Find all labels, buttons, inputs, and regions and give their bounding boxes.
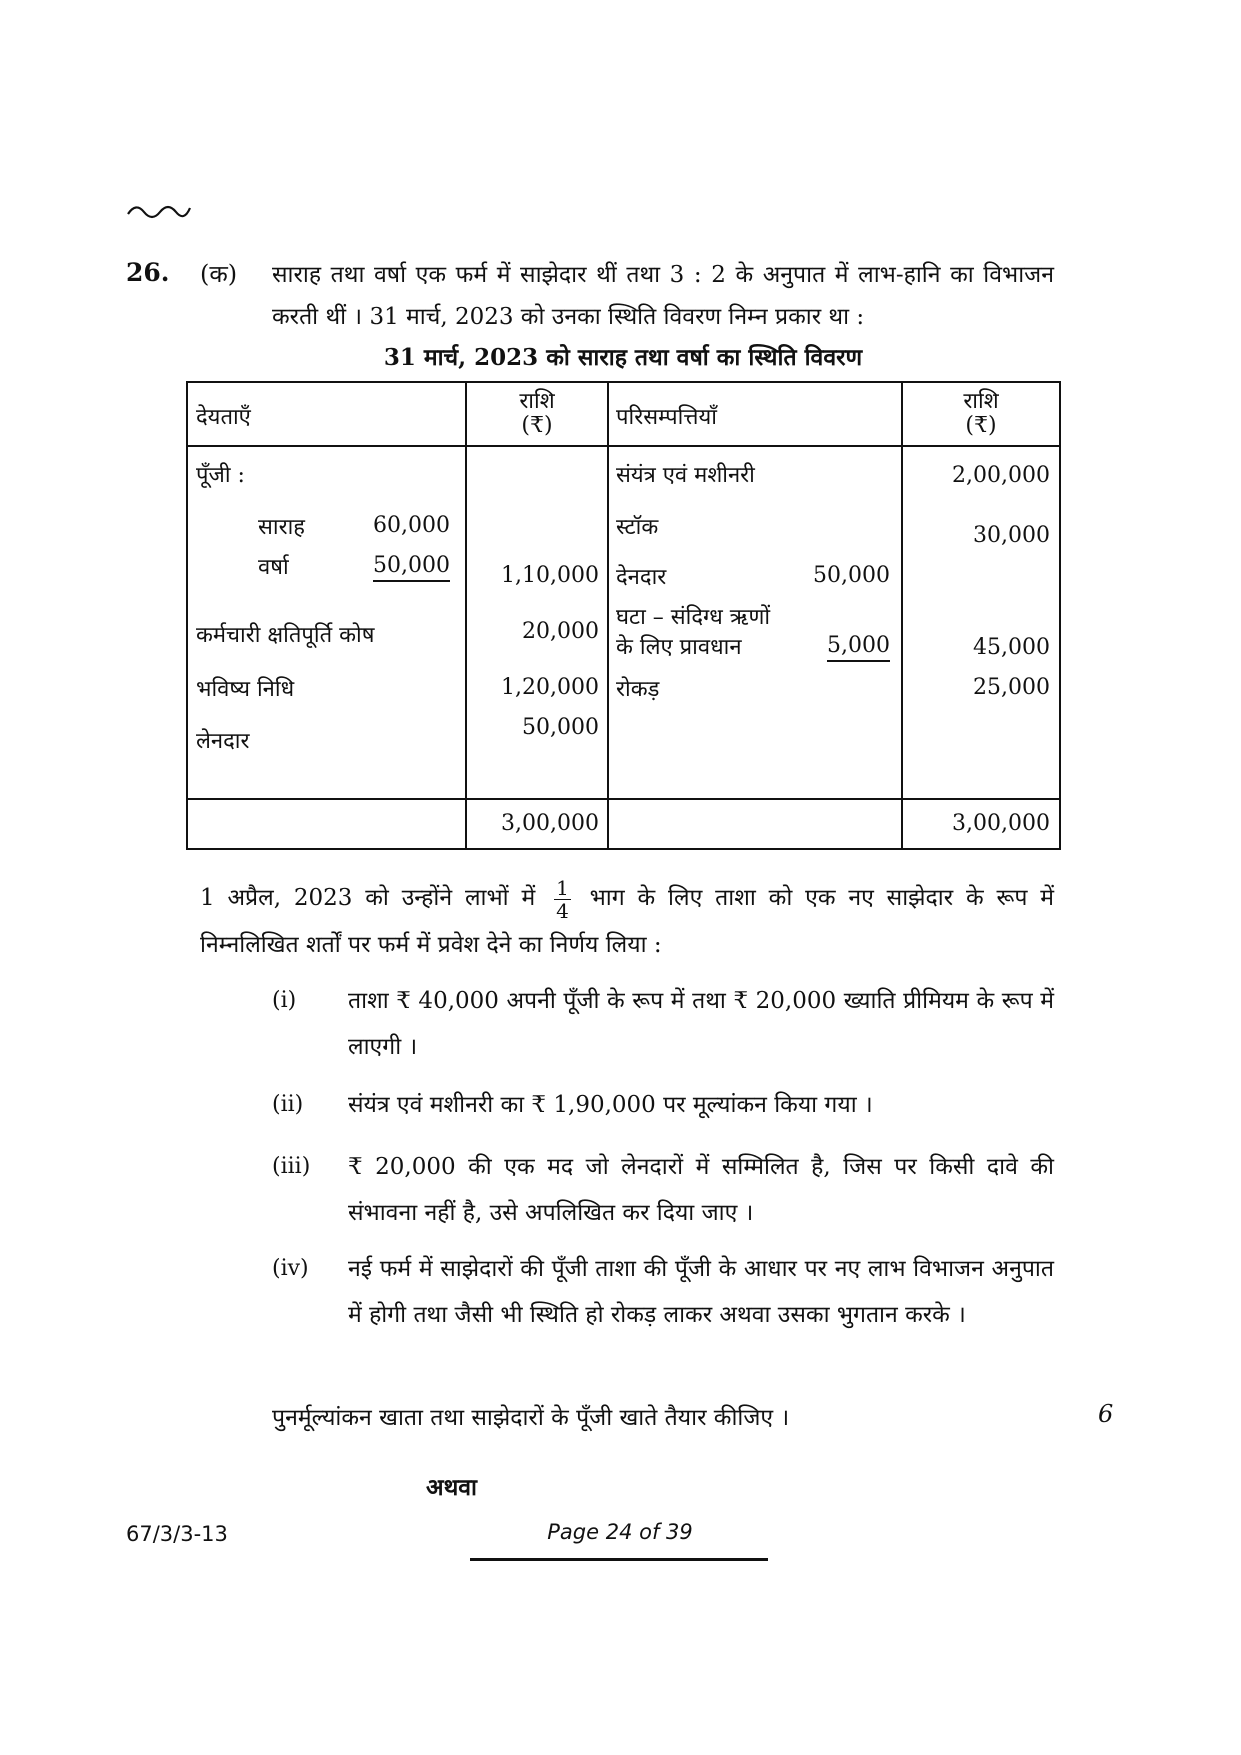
header-amount: राशि <box>519 389 555 414</box>
total-divider <box>188 798 1059 800</box>
fraction-denominator: 4 <box>556 898 569 923</box>
debtors-label: देनदार <box>616 565 667 590</box>
sarah-amount: 60,000 <box>373 513 450 538</box>
assets-total: 3,00,000 <box>952 811 1050 836</box>
wcf-label: कर्मचारी क्षतिपूर्ति कोष <box>196 623 375 648</box>
provision-label: के लिए प्रावधान <box>616 635 742 660</box>
condition-label: (ii) <box>272 1092 304 1117</box>
header-rupee: (₹) <box>965 413 997 438</box>
condition-text: ताशा ₹ 40,000 अपनी पूँजी के रूप में तथा ₹ 20,000 ख्याति प्रीमियम के रूप में लाएगी । <box>348 988 1054 1060</box>
condition-text: संयंत्र एवं मशीनरी का ₹ 1,90,000 पर मूल्यांकन किया गया । <box>348 1092 873 1118</box>
wave-decoration-icon <box>126 200 192 220</box>
fraction <box>554 877 571 922</box>
header-assets: परिसम्पत्तियाँ <box>616 405 717 430</box>
admission-text: भाग के लिए ताशा को एक नए साझेदार के रूप में निम्नलिखित शर्तों पर फर्म में प्रवेश देने का निर्णय लिया : <box>200 885 1054 958</box>
plant-amount: 2,00,000 <box>952 463 1050 488</box>
creditors-label: लेनदार <box>196 729 250 754</box>
question-number: 26. <box>126 258 170 287</box>
page-number-underline <box>470 1558 768 1561</box>
question-intro: साराह तथा वर्षा एक फर्म में साझेदार थीं तथा 3 : 2 के अनुपात में लाभ-हानि का विभाजन करती थीं । 31 मार्च, 2023 को उनका स्थिति विवरण निम्न प्रकार था : <box>272 262 1054 330</box>
condition-text: नई फर्म में साझेदारों की पूँजी ताशा की पूँजी के आधार पर नए लाभ विभाजन अनुपात में होगी तथा जैसी भी स्थिति हो रोकड़ लाकर अथवा उसका भुगतान करके । <box>348 1256 1054 1328</box>
varsha-amount: 50,000 <box>373 553 450 582</box>
liabilities-total: 3,00,000 <box>501 811 599 836</box>
wcf-amount: 20,000 <box>522 619 599 644</box>
header-rupee: (₹) <box>521 413 553 438</box>
stock-amount: 30,000 <box>973 523 1050 548</box>
capital-label: पूँजी : <box>196 463 245 488</box>
pf-label: भविष्य निधि <box>196 677 295 702</box>
capital-total: 1,10,000 <box>501 563 599 588</box>
balance-sheet-title: 31 मार्च, 2023 को साराह तथा वर्षा का स्थिति विवरण <box>383 344 863 371</box>
balance-sheet-table <box>186 381 1061 850</box>
paper-code: 67/3/3-13 <box>126 1522 228 1546</box>
page-number: Page 24 of 39 <box>547 1520 693 1544</box>
instruction: पुनर्मूल्यांकन खाता तथा साझेदारों के पूँजी खाते तैयार कीजिए । <box>272 1405 790 1431</box>
fraction-numerator: 1 <box>556 875 569 900</box>
debtors-net: 45,000 <box>973 635 1050 660</box>
admission-text: 1 अप्रैल, 2023 को उन्होंने लाभों में <box>200 885 536 911</box>
stock-label: स्टॉक <box>616 515 659 540</box>
column-divider <box>901 383 903 848</box>
cash-amount: 25,000 <box>973 675 1050 700</box>
question-part: (क) <box>200 260 238 288</box>
column-divider <box>607 383 609 848</box>
condition-text: ₹ 20,000 की एक मद जो लेनदारों में सम्मिलित है, जिस पर किसी दावे की संभावना नहीं है, उसे अपलिखित कर दिया जाए । <box>348 1154 1054 1226</box>
or-separator: अथवा <box>426 1474 478 1501</box>
plant-label: संयंत्र एवं मशीनरी <box>616 463 755 488</box>
condition-label: (i) <box>272 988 297 1013</box>
provision-label: घटा – संदिग्ध ऋणों <box>616 605 771 630</box>
pf-amount: 1,20,000 <box>501 675 599 700</box>
condition-label: (iv) <box>272 1256 309 1281</box>
column-divider <box>465 383 467 848</box>
cash-label: रोकड़ <box>616 677 660 702</box>
sarah-label: साराह <box>258 515 305 540</box>
condition-label: (iii) <box>272 1154 311 1179</box>
creditors-amount: 50,000 <box>522 715 599 740</box>
varsha-label: वर्षा <box>258 555 289 580</box>
header-divider <box>188 445 1059 447</box>
provision-amount: 5,000 <box>827 633 890 662</box>
header-liabilities: देयताएँ <box>196 405 251 430</box>
debtors-gross: 50,000 <box>813 563 890 588</box>
header-amount: राशि <box>963 389 999 414</box>
marks: 6 <box>1098 1400 1114 1428</box>
admission-paragraph <box>200 875 1054 968</box>
